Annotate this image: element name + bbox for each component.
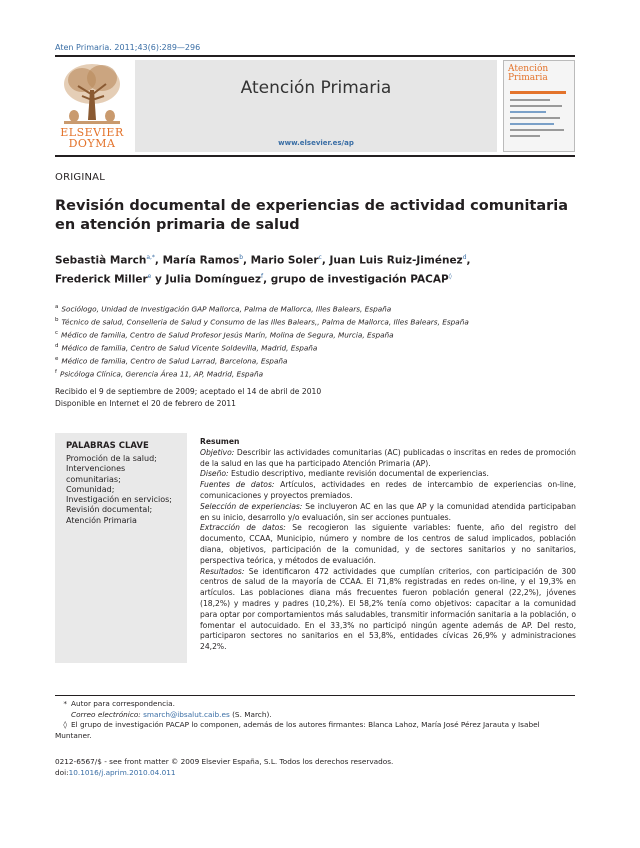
article-dates [55,386,575,409]
keyword-item: Atención Primaria [66,515,137,525]
cover-text-line [510,117,560,119]
header-top-rule [55,55,575,57]
abstract-section-label: Resultados: [200,566,245,576]
author-separator: , [243,254,251,267]
elsevier-tree-icon [60,60,124,126]
cover-text-line [510,135,540,137]
affiliation-text: Sociólogo, Unidad de Investigación GAP Mallorca, Palma de Mallorca, Illes Balears, España [61,304,392,314]
author-affiliation-mark[interactable]: f [260,272,264,280]
author-name: Sebastià March [55,254,147,267]
affiliation-label: f [55,368,57,375]
copyright-line: 0212-6567/$ - see front matter © 2009 Elsevier España, S.L. Todos los derechos reservados. [55,757,394,766]
affiliation-item [55,354,575,367]
abstract [200,437,576,653]
author-separator: , [263,273,271,285]
author-separator: , [466,254,471,267]
cover-title-line-1: Atención [508,64,549,74]
author-list [55,250,575,287]
keyword-item: Promoción de la salud; [66,454,157,463]
author-affiliation-mark[interactable]: c [318,254,322,261]
author-affiliation-mark[interactable]: e [147,272,152,280]
author-affiliation-mark[interactable]: b [239,254,244,261]
cover-title [508,65,548,83]
author-affiliation-mark[interactable]: d [462,254,467,261]
cover-title-line-2: Primaria [508,73,548,83]
author-name: Julia Domínguez [165,273,261,285]
author-separator: , [154,254,163,267]
footnote-rule [55,695,575,696]
affiliation-item [55,315,575,328]
abstract-section-text: Estudio descriptivo, mediante revisión documental de experiencias. [228,469,489,479]
author-name: Juan Luis Ruiz-Jiménez [329,254,463,267]
publisher-name [56,127,128,149]
keyword-item: Intervenciones comunitarias; [66,464,126,484]
journal-title: Atención Primaria [240,78,392,98]
author-affiliation-mark[interactable]: a,* [146,254,155,261]
affiliation-label: e [55,355,59,362]
group-text: El grupo de investigación PACAP lo componen, además de los autores firmantes: Blanca Lahoz, María José Pérez Jarauta y Isabel Muntaner. [55,720,540,740]
affiliation-list [55,302,575,380]
journal-cover-thumbnail [503,60,575,152]
abstract-section-text: Describir las actividades comunitarias (AC) publicadas o inscritas en redes de promoción de la salud en las que ha participado Atención Primaria (AP). [200,447,576,468]
cover-text-line [510,129,564,131]
affiliation-item [55,302,575,315]
affiliation-text: Psicóloga Clínica, Gerencia Área 11, AP, Madrid, España [59,369,264,379]
email-link[interactable]: smarch@ibsalut.caib.es [143,709,230,719]
cover-text-line [510,105,562,107]
affiliation-label: b [55,316,59,323]
affiliation-item [55,367,575,380]
doi-prefix: doi: [55,768,69,777]
affiliation-text: Médico de familia, Centro de Salud Vicente Soldevilla, Madrid, España [61,343,318,353]
affiliation-text: Médico de familia, Centro de Salud Profesor Jesús Marín, Molina de Segura, Murcia, España [61,330,394,340]
group-note [55,720,575,741]
abstract-section [200,480,576,502]
keyword-item: Comunidad; [66,484,115,494]
author-separator: , [321,254,330,267]
received-date: Recibido el 9 de septiembre de 2009; aceptado el 14 de abril de 2010 [55,387,322,396]
online-date: Disponible en Internet el 20 de febrero de 2011 [55,398,237,408]
publisher-line-1: ELSEVIER [60,126,124,139]
abstract-section [200,567,576,653]
abstract-section [200,469,576,480]
footnote-mark: * [63,699,67,708]
doi-link[interactable]: 10.1016/j.aprim.2010.04.011 [68,768,176,777]
keywords-heading: PALABRAS CLAVE [66,441,149,451]
corresponding-text: Autor para correspondencia. [71,699,175,708]
cover-text-line [510,111,546,113]
keywords-list [66,454,181,526]
abstract-section-text: Se identificaron 472 actividades que cumplían criterios, con participación de 300 centros de salud de la mayoría de CCAA. El 71,8% registradas en redes on-line, y el 19,3% en artículos. Las poblaciones diana más frecuentes fueron población general (22,2%), jóvenes (18,2%) y madres y padres (10,2%). El 58,2% tenía como objetivos: capacitar a la comunidad para optar por comportamientos más saludables, transmitir información sanitaria a la población, o fomentar el autocuidado. En el 33,3% no participó ningún agente además de AP. Del resto, participaron sectores no sanitarios en el 53,8%, entidades cívicas 26,9% y administraciones 24,2%. [200,566,576,652]
abstract-section-text: Artículos, actividades en redes de intercambio de experiencias on-line, comunicaciones y proyectos premiados. [200,480,576,500]
footnote-mark: ◊ [63,720,67,729]
author-separator: y [151,273,166,285]
header-bottom-rule [55,155,575,157]
abstract-heading: Resumen [200,437,240,446]
abstract-section-label: Diseño: [200,469,229,479]
copyright-block [55,756,575,778]
affiliation-label: a [55,304,59,310]
author-name: María Ramos [162,254,240,267]
abstract-section-label: Extracción de datos: [200,523,286,533]
journal-citation: Aten Primaria. 2011;43(6):289—296 [55,43,201,52]
abstract-section [200,502,576,524]
abstract-section-label: Objetivo: [200,447,235,457]
email-label: Correo electrónico: [71,709,141,719]
affiliation-text: Técnico de salud, Conselleria de Salud y Consumo de las Illes Balears,, Palma de Mallorca, Illes Balears, España [61,317,469,327]
abstract-section-text: Se incluyeron AC en las que AP y la comunidad atendida participaban en su inicio, desarrollo y/o evaluación, sin ser acciones puntuales. [200,501,576,522]
affiliation-label: d [55,342,59,349]
keyword-item: Investigación en servicios; [66,495,172,505]
abstract-section [200,523,576,566]
elsevier-logo [56,60,128,152]
abstract-section-text: Se recogieron las siguiente variables: fuente, año del registro del documento, CCAA, Municipio, número y nombre de los centros de salud implicados, población diana, objetivos, participación de la comunidad, y de sectores sanitarios y no sanitarios, perspectiva teórica, y métodos de evaluación. [200,523,576,565]
doi-line [55,767,575,778]
cover-text-line [510,99,550,101]
author-affiliation-mark[interactable]: ◊ [448,272,452,280]
cover-text-line [510,123,554,125]
abstract-section [200,448,576,470]
corresponding-author-note [55,699,575,710]
author-name: Frederick Miller [55,273,148,285]
keywords-panel [55,433,187,663]
affiliation-item [55,341,575,354]
publisher-line-2: DOYMA [68,137,116,150]
journal-url-link[interactable]: www.elsevier.es/ap [278,139,354,147]
cover-accent-bar [510,91,566,94]
abstract-section-label: Selección de experiencias: [200,501,303,511]
abstract-section-label: Fuentes de datos: [200,480,275,490]
affiliation-label: c [55,329,59,336]
email-note [55,710,575,721]
footnotes [55,699,575,741]
author-name: grupo de investigación PACAP [270,273,449,285]
author-name: Mario Soler [250,254,319,267]
affiliation-item [55,328,575,341]
keyword-item: Revisión documental; [66,505,153,515]
article-section-label: ORIGINAL [55,172,105,183]
affiliation-text: Médico de familia, Centro de Salud Larrad, Barcelona, España [61,356,288,366]
email-suffix: (S. March). [229,709,272,719]
article-title: Revisión documental de experiencias de actividad comunitaria en atención primaria de salud [55,198,569,233]
